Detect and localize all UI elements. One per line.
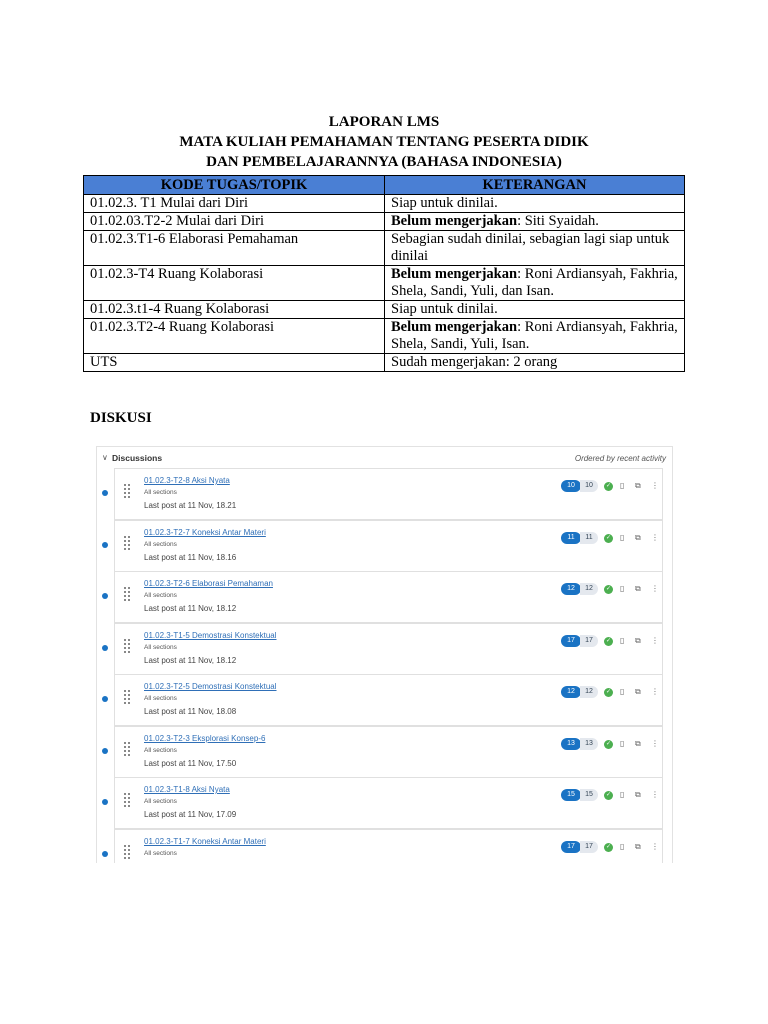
chevron-down-icon[interactable]: ∨ bbox=[102, 453, 108, 462]
unread-dot-icon bbox=[102, 799, 108, 805]
note-text: Siap untuk dinilai. bbox=[391, 195, 498, 211]
discussions-panel bbox=[96, 446, 673, 863]
note-bold: Belum mengerjakan bbox=[391, 213, 518, 229]
drag-handle-icon[interactable] bbox=[124, 587, 130, 601]
unread-count-badge: 13 bbox=[561, 738, 581, 750]
drag-handle-icon[interactable] bbox=[124, 639, 130, 653]
discussion-last-post: Last post at 11 Nov, 18.08 bbox=[144, 707, 237, 716]
published-check-icon[interactable]: ✓ bbox=[605, 792, 612, 798]
discussion-last-post: Last post at 11 Nov, 18.12 bbox=[144, 656, 237, 665]
discussion-title-link[interactable]: 01.02.3-T1-8 Aksi Nyata bbox=[144, 785, 230, 794]
discussion-sections: All sections bbox=[144, 798, 177, 805]
table-row bbox=[84, 195, 685, 213]
header-kode: KODE TUGAS/TOPIK bbox=[84, 176, 385, 195]
unread-dot-icon bbox=[102, 748, 108, 754]
cell-code: 01.02.3.t1-4 Ruang Kolaborasi bbox=[84, 301, 385, 319]
copy-icon[interactable]: ⧉ bbox=[635, 481, 641, 490]
total-count-badge: 13 bbox=[580, 738, 598, 750]
bookmark-icon[interactable]: ▯ bbox=[620, 636, 625, 645]
discussion-title-link[interactable]: 01.02.3-T2-5 Demostrasi Konstektual bbox=[144, 682, 277, 691]
total-count-badge: 17 bbox=[580, 635, 598, 647]
cell-note bbox=[385, 213, 685, 231]
drag-handle-icon[interactable] bbox=[124, 793, 130, 807]
more-options-icon[interactable]: ⋮ bbox=[651, 842, 659, 851]
unread-count-badge: 11 bbox=[561, 532, 581, 544]
published-check-icon[interactable]: ✓ bbox=[605, 483, 612, 489]
bookmark-icon[interactable]: ▯ bbox=[620, 842, 625, 851]
cell-code: 01.02.3.T2-4 Ruang Kolaborasi bbox=[84, 319, 385, 354]
more-options-icon[interactable]: ⋮ bbox=[651, 481, 659, 490]
cell-note bbox=[385, 319, 685, 354]
discussion-title-link[interactable]: 01.02.3-T2-3 Eksplorasi Konsep-6 bbox=[144, 734, 266, 743]
discussion-title-link[interactable]: 01.02.3-T2-8 Aksi Nyata bbox=[144, 476, 230, 485]
discussion-last-post: Last post at 11 Nov, 17.09 bbox=[144, 810, 237, 819]
discussions-title[interactable]: Discussions bbox=[112, 453, 163, 463]
unread-dot-icon bbox=[102, 645, 108, 651]
drag-handle-icon[interactable] bbox=[124, 484, 130, 498]
cell-code: UTS bbox=[84, 354, 385, 372]
unread-count-badge: 10 bbox=[561, 480, 581, 492]
unread-count-badge: 15 bbox=[561, 789, 581, 801]
more-options-icon[interactable]: ⋮ bbox=[651, 584, 659, 593]
title-line-1: LAPORAN LMS bbox=[328, 114, 440, 130]
copy-icon[interactable]: ⧉ bbox=[635, 636, 641, 645]
cell-note bbox=[385, 301, 685, 319]
copy-icon[interactable]: ⧉ bbox=[635, 584, 641, 593]
discussion-title-link[interactable]: 01.02.3-T1-7 Koneksi Antar Materi bbox=[144, 837, 266, 846]
published-check-icon[interactable]: ✓ bbox=[605, 689, 612, 695]
discussion-last-post: Last post at 11 Nov, 18.21 bbox=[144, 501, 237, 510]
published-check-icon[interactable]: ✓ bbox=[605, 844, 612, 850]
discussion-sections: All sections bbox=[144, 489, 177, 496]
discussion-row[interactable] bbox=[114, 674, 663, 726]
cell-note bbox=[385, 354, 685, 372]
bookmark-icon[interactable]: ▯ bbox=[620, 481, 625, 490]
unread-dot-icon bbox=[102, 851, 108, 857]
note-text: : Roni Ardiansyah, Fakhria, Shela, Sandi, Yuli, dan Isan. bbox=[391, 266, 678, 299]
discussion-row[interactable] bbox=[114, 520, 663, 572]
discussion-sections: All sections bbox=[144, 644, 177, 651]
unread-count-badge: 17 bbox=[561, 841, 581, 853]
drag-handle-icon[interactable] bbox=[124, 690, 130, 704]
note-text: : Siti Syaidah. bbox=[517, 213, 599, 229]
copy-icon[interactable]: ⧉ bbox=[635, 790, 641, 799]
note-bold: Belum mengerjakan bbox=[391, 319, 518, 335]
more-options-icon[interactable]: ⋮ bbox=[651, 687, 659, 696]
discussion-row[interactable] bbox=[114, 829, 663, 863]
ordered-label: Ordered by recent activity bbox=[574, 454, 666, 463]
published-check-icon[interactable]: ✓ bbox=[605, 638, 612, 644]
copy-icon[interactable]: ⧉ bbox=[635, 842, 641, 851]
published-check-icon[interactable]: ✓ bbox=[605, 535, 612, 541]
bookmark-icon[interactable]: ▯ bbox=[620, 584, 625, 593]
unread-dot-icon bbox=[102, 696, 108, 702]
discussion-last-post: Last post at 11 Nov, 17.50 bbox=[144, 759, 237, 768]
discussion-title-link[interactable]: 01.02.3-T2-7 Koneksi Antar Materi bbox=[144, 528, 266, 537]
more-options-icon[interactable]: ⋮ bbox=[651, 739, 659, 748]
unread-dot-icon bbox=[102, 593, 108, 599]
copy-icon[interactable]: ⧉ bbox=[635, 533, 641, 542]
table-row bbox=[84, 301, 685, 319]
title-line-2: MATA KULIAH PEMAHAMAN TENTANG PESERTA DIDIK bbox=[179, 134, 589, 150]
bookmark-icon[interactable]: ▯ bbox=[620, 790, 625, 799]
report-title bbox=[0, 112, 768, 172]
discussion-sections: All sections bbox=[144, 747, 177, 754]
unread-count-badge: 12 bbox=[561, 583, 581, 595]
bookmark-icon[interactable]: ▯ bbox=[620, 533, 625, 542]
table-header-row bbox=[84, 176, 685, 195]
discussion-row[interactable] bbox=[114, 468, 663, 520]
drag-handle-icon[interactable] bbox=[124, 742, 130, 756]
unread-dot-icon bbox=[102, 490, 108, 496]
cell-note bbox=[385, 266, 685, 301]
cell-note bbox=[385, 195, 685, 213]
discussion-sections: All sections bbox=[144, 695, 177, 702]
total-count-badge: 12 bbox=[580, 583, 598, 595]
unread-dot-icon bbox=[102, 542, 108, 548]
discussion-row[interactable] bbox=[114, 777, 663, 829]
total-count-badge: 12 bbox=[580, 686, 598, 698]
discussion-last-post: Last post at 11 Nov, 18.16 bbox=[144, 553, 237, 562]
diskusi-heading: DISKUSI bbox=[90, 410, 152, 426]
discussion-sections: All sections bbox=[144, 850, 177, 857]
discussion-row[interactable] bbox=[114, 623, 663, 675]
note-text: Sudah mengerjakan: 2 orang bbox=[391, 354, 558, 370]
note-text: : Roni Ardiansyah, Fakhria, Shela, Sandi, Yuli, Isan. bbox=[391, 319, 678, 352]
more-options-icon[interactable]: ⋮ bbox=[651, 790, 659, 799]
discussion-last-post: Last post at 11 Nov, 18.12 bbox=[144, 604, 237, 613]
unread-count-badge: 17 bbox=[561, 635, 581, 647]
discussion-row[interactable] bbox=[114, 571, 663, 623]
report-table bbox=[83, 175, 685, 372]
discussion-title-link[interactable]: 01.02.3-T2-6 Elaborasi Pemahaman bbox=[144, 579, 273, 588]
drag-handle-icon[interactable] bbox=[124, 536, 130, 550]
cell-code: 01.02.3-T4 Ruang Kolaborasi bbox=[84, 266, 385, 301]
more-options-icon[interactable]: ⋮ bbox=[651, 533, 659, 542]
copy-icon[interactable]: ⧉ bbox=[635, 687, 641, 696]
discussion-sections: All sections bbox=[144, 592, 177, 599]
total-count-badge: 10 bbox=[580, 480, 598, 492]
note-text: Siap untuk dinilai. bbox=[391, 301, 498, 317]
total-count-badge: 11 bbox=[580, 532, 598, 544]
note-text: Sebagian sudah dinilai, sebagian lagi siap untuk dinilai bbox=[391, 231, 670, 264]
drag-handle-icon[interactable] bbox=[124, 845, 130, 859]
published-check-icon[interactable]: ✓ bbox=[605, 741, 612, 747]
discussion-sections: All sections bbox=[144, 541, 177, 548]
cell-note bbox=[385, 231, 685, 266]
copy-icon[interactable]: ⧉ bbox=[635, 739, 641, 748]
table-row bbox=[84, 266, 685, 301]
total-count-badge: 17 bbox=[580, 841, 598, 853]
published-check-icon[interactable]: ✓ bbox=[605, 586, 612, 592]
cell-code: 01.02.03.T2-2 Mulai dari Diri bbox=[84, 213, 385, 231]
total-count-badge: 15 bbox=[580, 789, 598, 801]
discussion-title-link[interactable]: 01.02.3-T1-5 Demostrasi Konstektual bbox=[144, 631, 277, 640]
cell-code: 01.02.3.T1-6 Elaborasi Pemahaman bbox=[84, 231, 385, 266]
header-keterangan: KETERANGAN bbox=[385, 176, 685, 195]
bookmark-icon[interactable]: ▯ bbox=[620, 739, 625, 748]
table-row bbox=[84, 354, 685, 372]
bookmark-icon[interactable]: ▯ bbox=[620, 687, 625, 696]
table-row bbox=[84, 213, 685, 231]
cell-code: 01.02.3. T1 Mulai dari Diri bbox=[84, 195, 385, 213]
more-options-icon[interactable]: ⋮ bbox=[651, 636, 659, 645]
note-bold: Belum mengerjakan bbox=[391, 266, 518, 282]
unread-count-badge: 12 bbox=[561, 686, 581, 698]
table-row bbox=[84, 319, 685, 354]
discussion-row[interactable] bbox=[114, 726, 663, 778]
table-row bbox=[84, 231, 685, 266]
title-line-3: DAN PEMBELAJARANNYA (BAHASA INDONESIA) bbox=[206, 154, 562, 170]
